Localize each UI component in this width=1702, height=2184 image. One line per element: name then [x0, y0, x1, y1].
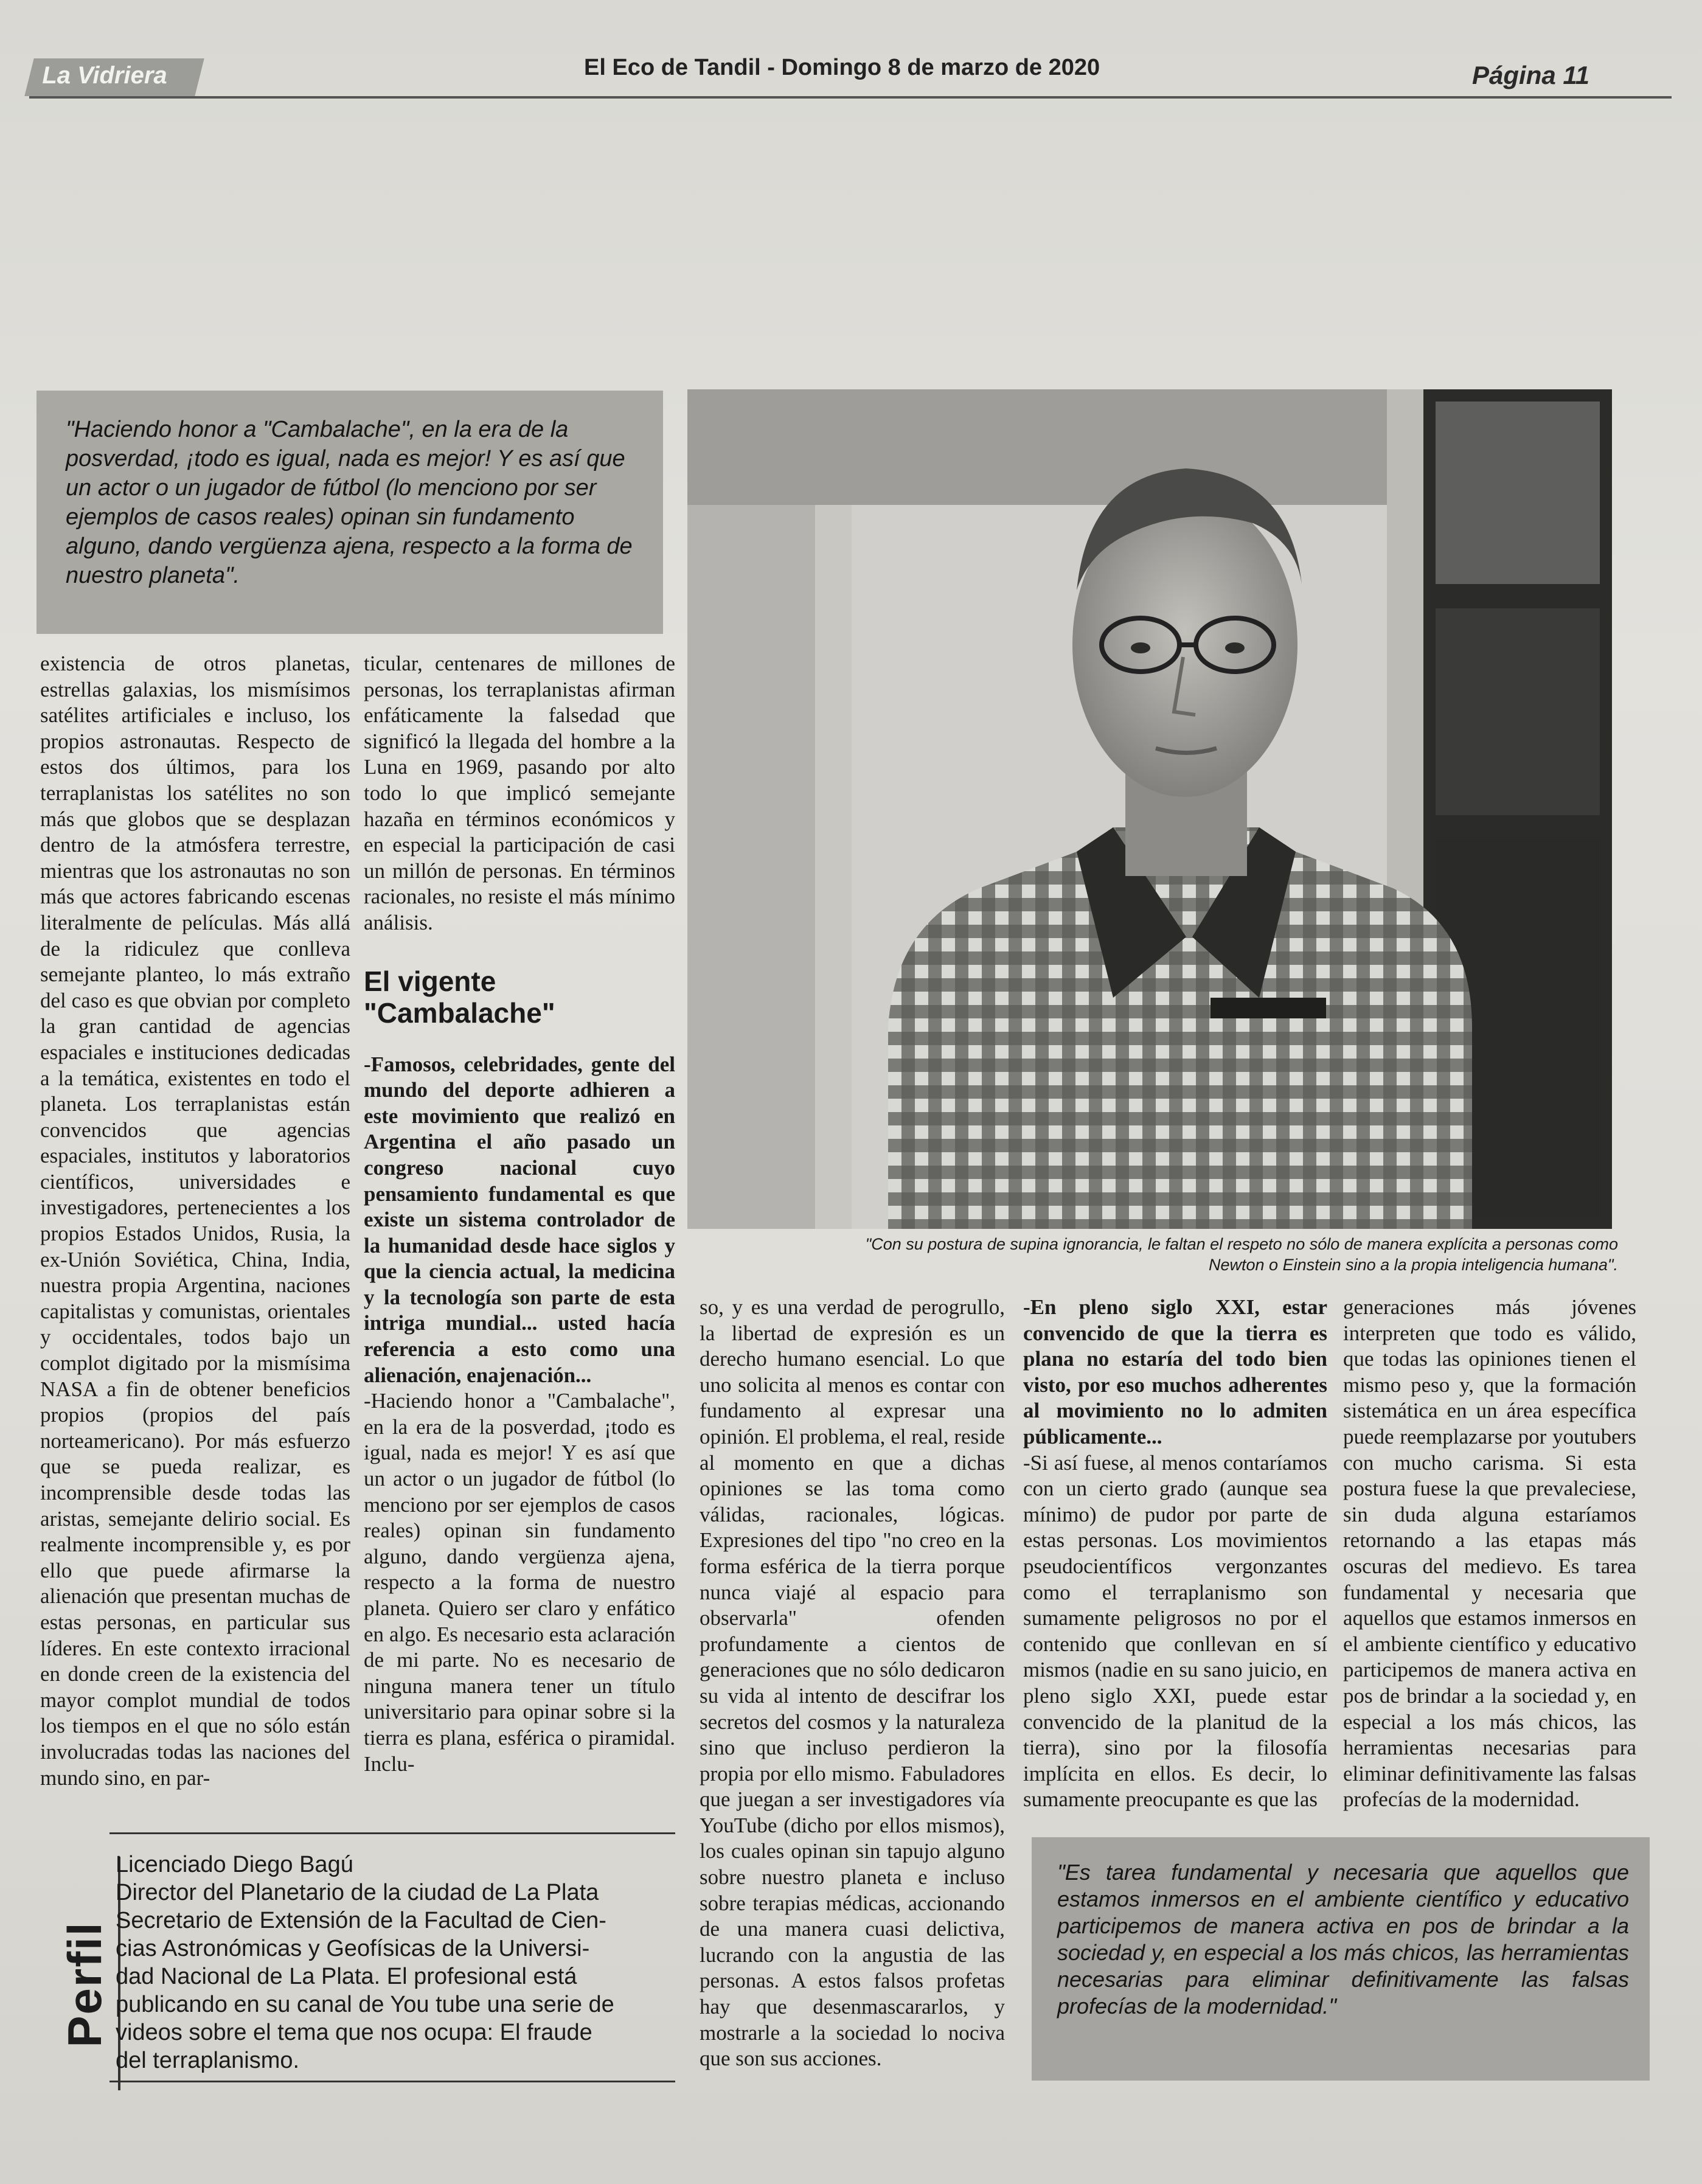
photo-caption: [693, 1234, 1618, 1275]
article-column-5: [1343, 1295, 1636, 1813]
perfil-bottom-divider: [109, 2081, 675, 2082]
pull-quote-bottom-text: "Es tarea fundamental y necesaria que aquellos que estamos inmersos en el ambiente científico y educativo participemos de manera activa en pos de brindar a la sociedad y, en especial a los más chicos, las herramientas necesarias para eliminar definitivamente las falsas profecías de la modernidad.": [1057, 1860, 1629, 2019]
section-subheading: El vigente "Cambalache": [364, 965, 555, 1029]
perfil-line: Secretario de Extensión de la Facultad de Cien-: [116, 1908, 606, 1933]
perfil-text: [116, 1851, 687, 2074]
article-column-1: [40, 651, 350, 1791]
header-divider: [29, 96, 1672, 99]
interview-answer-1: -Haciendo honor a "Cambalache", en la era de la posverdad, ¡todo es igual, nada es mejor! Y es así que un actor o un jugador de fútbol (lo menciono por ser ejemplos de casos reales) opinan sin fundamento alguno, dando vergüenza ajena, respecto a la forma de nuestro planeta. Quiero ser claro y enfático en algo. Es necesario esta aclaración de mi parte. No es necesario de ninguna manera tener un título universitario para opinar sobre si la tierra es plana, esférica o piramidal. Inclu-: [364, 1389, 675, 1776]
pull-quote-top-text: "Haciendo honor a "Cambalache", en la era de la posverdad, ¡todo es igual, nada es mejor! Y es así que un actor o un jugador de fútbol (lo menciono por ser ejemplos de casos reales) opinan sin fundamento alguno, dando vergüenza ajena, respecto a la forma de nuestro planeta".: [66, 417, 633, 588]
portrait-photo: [687, 389, 1612, 1229]
article-column-5-text: generaciones más jóvenes interpreten que todo es válido, que todas las opiniones tienen el mismo peso y, que la formación sistemática en un área específica puede reemplazarse por youtubers con mucho carisma. Si esta postura fuese la que prevaleciese, sin duda alguna estaríamos retornando a las etapas más oscuras del medievo. Es tarea fundamental y necesaria que aquellos que estamos inmersos en el ambiente científico y educativo participemos de manera activa en pos de brindar a la sociedad y, en especial a los más chicos, las herramientas necesarias para eliminar definitivamente las falsas profecías de la modernidad.: [1343, 1295, 1636, 1812]
article-column-2-intro: ticular, centenares de millones de personas, los terraplanistas afirman enfáticamente la falsedad que significó la llegada del hombre a la Luna en 1969, pasando por alto todo lo que implicó semejante hazaña en términos económicos y en especial la participación de casi un millón de personas. En términos racionales, no resiste el más mínimo análisis.: [364, 652, 675, 934]
newspaper-date-line: El Eco de Tandil - Domingo 8 de marzo de 2020: [584, 55, 1100, 80]
perfil-tab: [45, 1857, 120, 2090]
perfil-line: Director del Planetario de la ciudad de La Plata: [116, 1880, 599, 1905]
perfil-label: Perfil: [58, 1921, 111, 2048]
article-column-2: [364, 651, 675, 1777]
photo-caption-line-2: Newton o Einstein sino a la propia inteligencia humana".: [1209, 1256, 1618, 1274]
perfil-line: del terraplanismo.: [116, 2048, 300, 2073]
perfil-line: publicando en su canal de You tube una serie de: [116, 1992, 614, 2017]
pull-quote-top: [36, 391, 663, 634]
perfil-line: dad Nacional de La Plata. El profesional está: [116, 1964, 577, 1989]
perfil-box: [36, 1845, 687, 2100]
interview-question-1: -Famosos, celebridades, gente del mundo del deporte adhieren a este movimiento que realizó en Argentina el año pasado un congreso nacional cuyo pensamiento fundamental es que existe un sistema controlador de la humanidad desde hace siglos y que la ciencia actual, la medicina y la tecnología son parte de esta intriga mundial... usted hacía referencia a esto como una alienación, enajenación...: [364, 1052, 675, 1387]
perfil-line: videos sobre el tema que nos ocupa: El fraude: [116, 2020, 592, 2045]
interview-answer-2: -Si así fuese, al menos contaríamos con un cierto grado (aunque sea mínimo) de pudor por parte de estas personas. Los movimientos pseudocientíficos vergonzantes como el terraplanismo son sumamente peligrosos no por el contenido que conllevan en sí mismos (nadie en su sano juicio, en pleno siglo XXI, puede estar convencido de la planitud de la tierra), sino por la filosofía implícita en ellos. Es decir, lo sumamente preocupante es que las: [1023, 1450, 1327, 1812]
perfil-top-divider: [109, 1832, 675, 1834]
perfil-line: Licenciado Diego Bagú: [116, 1852, 353, 1877]
pull-quote-bottom: [1032, 1837, 1650, 2081]
article-column-4: [1023, 1295, 1327, 1813]
interview-question-2: -En pleno siglo XXI, estar convencido de que la tierra es plana no estaría del todo bien visto, por eso muchos adherentes al movimiento no lo admiten públicamente...: [1023, 1295, 1327, 1448]
article-column-3: [700, 1295, 1005, 2072]
article-column-1-text: existencia de otros planetas, estrellas galaxias, los mismísimos satélites artificiales e incluso, los propios astronautas. Respecto de estos dos últimos, para los terraplanistas los satélites no son más que globos que se desplazan dentro de la atmósfera terrestre, mientras que los astronautas no son más que actores fabricando escenas literalmente de películas. Más allá de la ridiculez que conlleva semejante planteo, lo más extraño del caso es que obvian por completo la gran cantidad de agencias espaciales e instituciones dedicadas a la temática, existentes en todo el planeta. Los terraplanistas están convencidos que agencias espaciales, institutos y laboratorios científicos, universidades e investigadores, pertenecientes a los propios Estados Unidos, Rusia, la ex-Unión Soviética, China, India, nuestra propia Argentina, naciones capitalistas y comunistas, orientales y occidentales, todos bajo un complot digitado por la mismísima NASA a fin de obtener beneficios propios (propios del país norteamericano). Por más esfuerzo que se pueda realizar, es incomprensible desde todas las aristas, semejante delirio social. Es realmente incomprensible y, es por ello que puede afirmarse la alienación que presentan muchas de estas personas, en particular sus líderes. En este contexto irracional en donde creen de la existencia del mayor complot mundial de todos los tiempos en el que no sólo están involucradas todas las naciones del mundo sino, en par-: [40, 652, 350, 1790]
page-number: Página 11: [1472, 61, 1589, 89]
article-column-3-text: so, y es una verdad de perogrullo, la libertad de expresión es un derecho humano esencial. Lo que uno solicita al menos es contar con fundamento al expresar una opinión. El problema, el real, reside al momento en que a dichas opiniones se las toma como válidas, racionales, lógicas. Expresiones del tipo "no creo en la forma esférica de la tierra porque nunca viajé al espacio para observarla" ofenden profundamente a cientos de generaciones que no sólo dedicaron su vida al intento de descifrar los secretos del cosmos y la naturaleza sino que incluso perdieron la propia por ello mismo. Fabuladores que juegan a ser investigadores vía YouTube (dicho por ellos mismos), los cuales opinan sin tapujo alguno sobre nuestro planeta e incluso sobre terapias médicas, accionando de una manera cuasi delictiva, lucrando con la angustia de las personas. A estos falsos profetas hay que desenmascararlos, y mostrarle a la sociedad lo nociva que son sus acciones.: [700, 1295, 1005, 2071]
section-label: La Vidriera: [24, 58, 204, 96]
portrait-photo-image: [687, 389, 1612, 1229]
photo-caption-line-1: "Con su postura de supina ignorancia, le faltan el respeto no sólo de manera explícita a personas como: [865, 1235, 1618, 1253]
perfil-line: cias Astronómicas y Geofísicas de la Universi-: [116, 1936, 590, 1961]
